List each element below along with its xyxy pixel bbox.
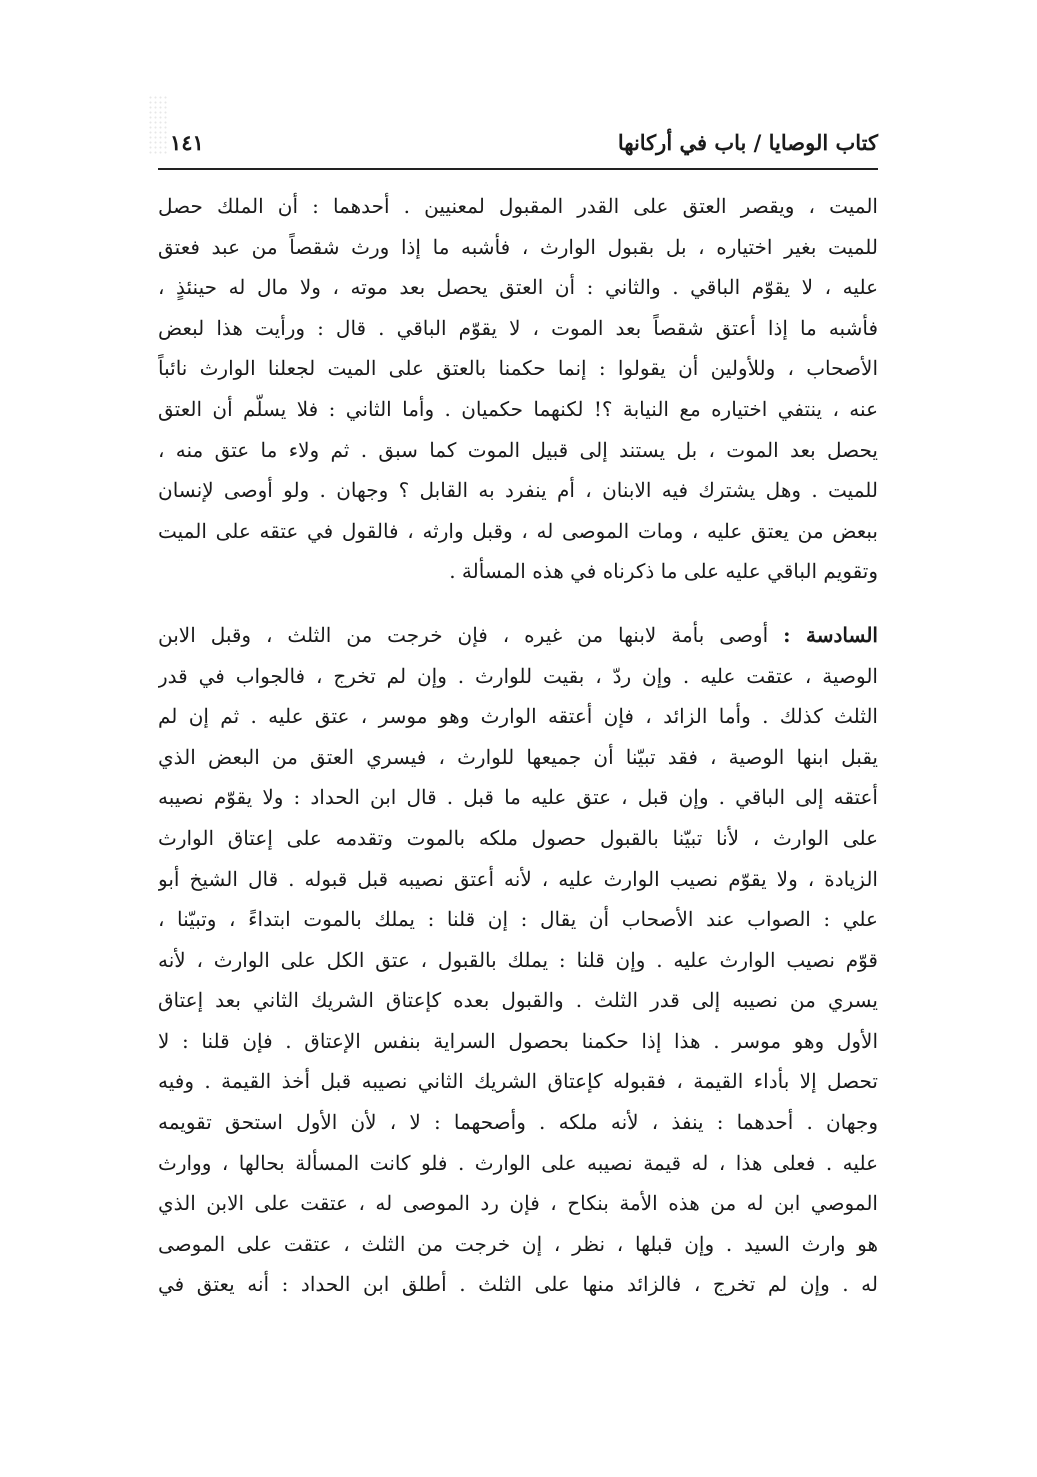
text-line: ببعض من يعتق عليه ، ومات الموصى له ، وقبل وارثه ، فالقول في عتقه على الميت <box>158 518 878 543</box>
text-line: قوّم نصيب الوارث عليه . وإن قلنا : يملك بالقبول ، عتق الكل على الوارث ، لأنه <box>158 947 878 972</box>
text-line: له . وإن لم تخرج ، فالزائد منها على الثلث . أطلق ابن الحداد : أنه يعتق في <box>158 1272 878 1297</box>
text-line: علي : الصواب عند الأصحاب أن يقال : إن قلنا : يملك بالموت ابتداءً ، وتبيّنا ، <box>158 907 878 932</box>
text-line: للميت بغير اختياره ، بل بقبول الوارث ، فأشبه ما إذا ورث شقصاً من عبد فعتق <box>158 234 878 259</box>
text-line: الأول وهو موسر . هذا إذا حكمنا بحصول السراية بنفس الإعتاق . فإن قلنا : لا <box>158 1028 878 1053</box>
text-line: يقبل ابنها الوصية ، فقد تبيّنا أن جميعها للوارث ، فيسري العتق من البعض الذي <box>158 744 878 769</box>
header-title: كتاب الوصايا / باب في أركانها <box>617 130 878 155</box>
text-line: عنه ، ينتفي اختياره مع النيابة ؟! لكنهما حكميان . وأما الثاني : فلا يسلّم أن العتق <box>158 396 878 421</box>
text-line: الثلث كذلك . وأما الزائد ، فإن أعتقه الوارث وهو موسر ، عتق عليه . ثم إن لم <box>158 704 878 729</box>
paragraph-1 <box>158 186 878 592</box>
body-text <box>158 186 878 1305</box>
text-line: يحصل بعد الموت ، بل يستند إلى قبيل الموت كما سبق . ثم ولاء ما عتق منه ، <box>158 437 878 462</box>
text-line: أعتقه إلى الباقي . وإن قبل ، عتق عليه ما قبل . قال ابن الحداد : ولا يقوّم نصيبه <box>158 785 878 810</box>
text-line: الوصية ، عتقت عليه . وإن ردّ ، بقيت للوارث . وإن لم تخرج ، فالجواب في قدر <box>158 663 878 688</box>
text-line: للميت . وهل يشترك فيه الابنان ، أم ينفرد به القابل ؟ وجهان . ولو أوصى لإنسان <box>158 478 878 503</box>
header-rule <box>158 168 878 170</box>
text-line: الزيادة ، ولا يقوّم نصيب الوارث عليه ، لأنه أعتق نصيبه قبل قبوله . قال الشيخ أبو <box>158 866 878 891</box>
text-line: عليه . فعلى هذا ، له قيمة نصيبه على الوارث . فلو كانت المسألة بحالها ، ووارث <box>158 1150 878 1175</box>
text-line: الموصي ابن له من هذه الأمة بنكاح ، فإن رد الموصى له ، عتقت على الابن الذي <box>158 1191 878 1216</box>
section-lead: السادسة : <box>783 622 878 647</box>
text-line: على الوارث ، لأنا تبيّنا بالقبول حصول ملكه بالموت وتقدمه على إعتاق الوارث <box>158 825 878 850</box>
text-line: هو وارث السيد . وإن قبلها ، نظر ، إن خرجت من الثلث ، عتقت على الموصى <box>158 1231 878 1256</box>
text-line: الميت ، ويقصر العتق على القدر المقبول لمعنيين . أحدهما : أن الملك حصل <box>158 194 878 218</box>
text-line-lead <box>158 615 878 656</box>
text-line: تحصل إلا بأداء القيمة ، فقبوله كإعتاق الشريك الثاني نصيبه قبل أخذ القيمة . وفيه <box>158 1069 878 1094</box>
running-header <box>158 126 878 166</box>
text-line: وجهان . أحدهما : ينفذ ، لأنه ملكه . وأصحهما : لا ، لأن الأول استحق تقويمه <box>158 1110 878 1135</box>
text-line: عليه ، لا يقوّم الباقي . والثاني : أن العتق يحصل بعد موته ، ولا مال له حينئذٍ ، <box>158 275 878 300</box>
paragraph-2 <box>158 615 878 1305</box>
text-line: الأصحاب ، وللأولين أن يقولوا : إنما حكمنا بالعتق على الميت لجعلنا الوارث نائباً <box>158 356 878 381</box>
text-line: أوصى بأمة لابنها من غيره ، فإن خرجت من الثلث ، وقبل الابن <box>158 622 784 647</box>
text-line: يسري من نصيبه إلى قدر الثلث . والقبول بعده كإعتاق الشريك الثاني بعد إعتاق <box>158 988 878 1013</box>
paragraph-gap <box>158 592 878 615</box>
text-line: وتقويم الباقي عليه على ما ذكرناه في هذه المسألة . <box>449 559 878 584</box>
page-number: ١٤١ <box>170 130 204 155</box>
text-line: فأشبه ما إذا أعتق شقصاً بعد الموت ، لا يقوّم الباقي . قال : ورأيت هذا لبعض <box>158 315 878 340</box>
